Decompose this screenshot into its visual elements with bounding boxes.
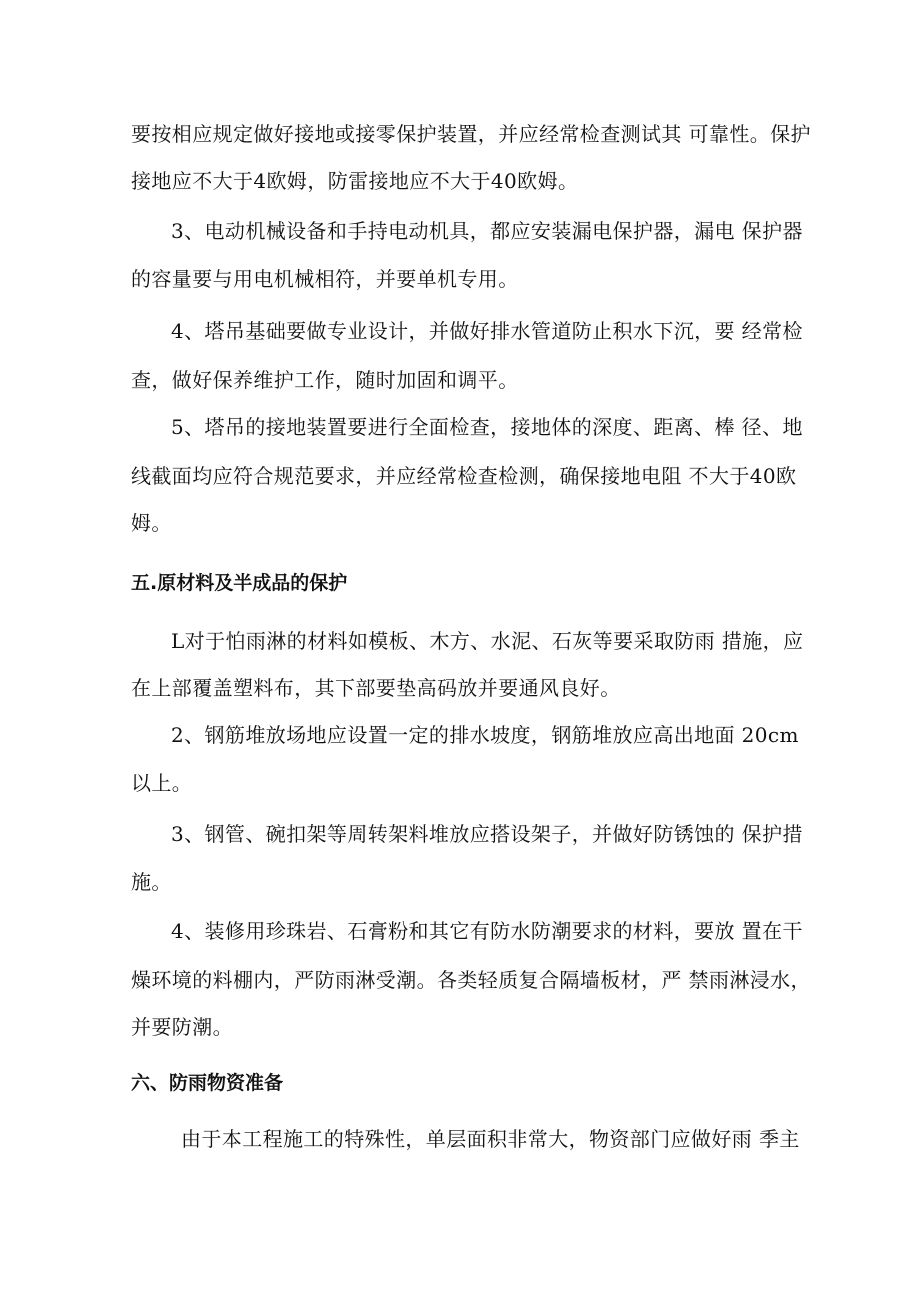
paragraph-line: 在上部覆盖塑料布，其下部要垫高码放并要通风良好。 [131,676,621,700]
paragraph-line: 要按相应规定做好接地或接零保护装置，并应经常检查测试其 可靠性。保护 [131,122,811,146]
section-heading: 六、防雨物资准备 [131,1072,284,1094]
paragraph-line: 4、装修用珍珠岩、石膏粉和其它有防水防潮要求的材料，要放 置在干 [171,919,803,943]
paragraph-line: 线截面均应符合规范要求，并应经常检查检测，确保接地电阻 不大于40欧 [131,464,797,488]
paragraph-line: 2、钢筋堆放场地应设置一定的排水坡度，钢筋堆放应高出地面 20cm [171,723,799,747]
paragraph-line: 4、塔吊基础要做专业设计，并做好排水管道防止积水下沉，要 经常检 [171,319,803,343]
paragraph-line: 并要防潮。 [131,1015,233,1039]
paragraph-line: 姆。 [131,511,172,535]
paragraph-line: 施。 [131,870,172,894]
paragraph-line: 接地应不大于4欧姆，防雷接地应不大于40欧姆。 [131,169,579,193]
paragraph-line: 燥环境的料棚内，严防雨淋受潮。各类轻质复合隔墙板材，严 禁雨淋浸水， [131,968,811,992]
section-heading: 五.原材料及半成品的保护 [131,572,348,594]
paragraph-line: 3、钢管、碗扣架等周转架料堆放应搭设架子，并做好防锈蚀的 保护措 [171,822,803,846]
paragraph-line: 由于本工程施工的特殊性，单层面积非常大，物资部门应做好雨 季主 [181,1127,800,1151]
paragraph-line: 3、电动机械设备和手持电动机具，都应安装漏电保护器，漏电 保护器 [171,219,803,243]
paragraph-line: 5、塔吊的接地装置要进行全面检查，接地体的深度、距离、棒 径、地 [171,415,803,439]
paragraph-line: 以上。 [131,771,193,795]
paragraph-line: L对于怕雨淋的材料如模板、木方、水泥、石灰等要采取防雨 措施，应 [171,629,804,653]
paragraph-line: 查，做好保养维护工作，随时加固和调平。 [131,368,519,392]
paragraph-line: 的容量要与用电机械相符，并要单机专用。 [131,267,519,291]
